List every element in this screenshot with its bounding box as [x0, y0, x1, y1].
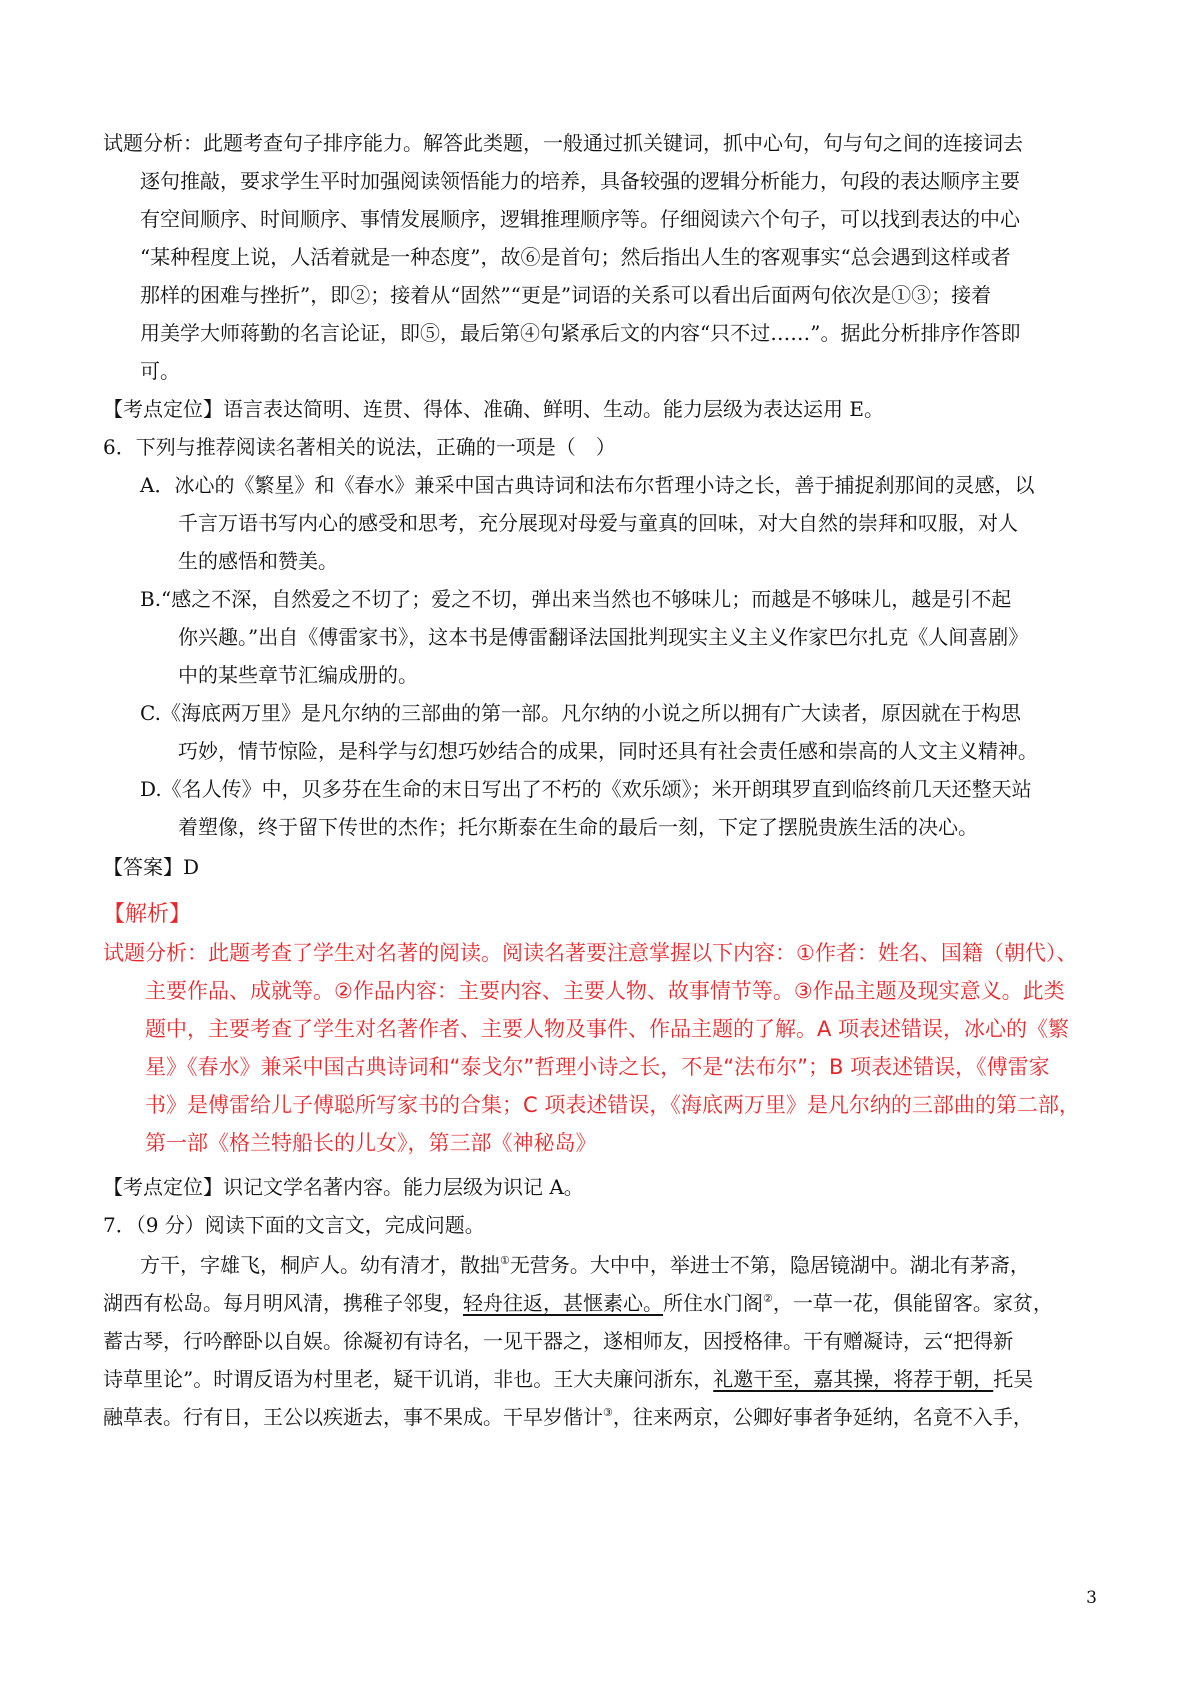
passage-text: ，往来两京，公卿好事者争延纳，名竟不入手， [612, 1405, 1033, 1429]
passage-line: 蓄古琴，行吟醉卧以自娱。徐凝初有诗名，一见干器之，遂相师友，因授格律。干有赠凝诗，云“把得新 [103, 1329, 1014, 1353]
kaodian-line: 【考点定位】识记文学名著内容。能力层级为识记 A。 [103, 1175, 584, 1199]
option-d-line: 着塑像，终于留下传世的杰作；托尔斯泰在生命的最后一刻，下定了摆脱贵族生活的决心。 [178, 815, 978, 839]
analysis-line: 试题分析：此题考查句子排序能力。解答此类题，一般通过抓关键词，抓中心句，句与句之间的连接词去 [103, 131, 1023, 155]
option-b-line: B.“感之不深，自然爱之不切了；爱之不切，弹出来当然也不够味儿；而越是不够味儿，越是引不起 [140, 587, 1012, 611]
passage-text: 方干，字雄飞，桐庐人。幼有清才，散拙 [140, 1253, 500, 1277]
jiexi-line: 书》是傅雷给儿子傅聪所写家书的合集；C 项表述错误，《海底两万里》是凡尔纳的三部曲的第二部， [145, 1093, 1080, 1117]
question-7-stem: 7．（9 分）阅读下面的文言文，完成问题。 [103, 1213, 485, 1237]
option-d-line: D.《名人传》中，贝多芬在生命的末日写出了不朽的《欢乐颂》；米开朗琪罗直到临终前几天还整天站 [140, 777, 1032, 801]
analysis-line: 用美学大师蒋勤的名言论证，即⑤，最后第④句紧承后文的内容“只不过……”。据此分析排序作答即 [140, 321, 1021, 345]
option-a-line: A．冰心的《繁星》和《春水》兼采中国古典诗词和法布尔哲理小诗之长，善于捕捉刹那间的灵感，以 [140, 473, 1035, 497]
passage-text: ，一草一花，俱能留客。家贫， [772, 1291, 1053, 1315]
footnote-marker: ② [763, 1292, 773, 1305]
passage-text: 诗草里论”。时谓反语为村里老，疑干讥诮，非也。王大夫廉问浙东， [103, 1367, 714, 1391]
analysis-line: 有空间顺序、时间顺序、事情发展顺序，逻辑推理顺序等。仔细阅读六个句子，可以找到表达的中心 [140, 207, 1020, 231]
jiexi-title: 【解析】 [103, 902, 192, 927]
option-a-line: 千言万语书写内心的感受和思考，充分展现对母爱与童真的回味，对大自然的崇拜和叹服，对人 [178, 511, 1018, 535]
passage-line [103, 1402, 1033, 1432]
option-b-line: 你兴趣。”出自《傅雷家书》，这本书是傅雷翻译法国批判现实主义主义作家巴尔扎克《人间喜剧》 [178, 625, 1029, 649]
jiexi-line: 第一部《格兰特船长的儿女》，第三部《神秘岛》 [145, 1131, 597, 1155]
option-c-line: C.《海底两万里》是凡尔纳的三部曲的第一部。凡尔纳的小说之所以拥有广大读者，原因就在于构思 [140, 701, 1021, 725]
jiexi-line: 星》《春水》兼采中国古典诗词和“泰戈尔”哲理小诗之长，不是“法布尔”；B 项表述错误，《傅雷家 [145, 1055, 1050, 1079]
underlined-sentence: 礼邀干至，嘉其操，将荐于朝， [713, 1367, 994, 1391]
passage-line [103, 1288, 1053, 1318]
analysis-line: 逐句推敲，要求学生平时加强阅读领悟能力的培养，具备较强的逻辑分析能力，句段的表达顺序主要 [140, 169, 1020, 193]
footnote-marker: ③ [603, 1406, 613, 1419]
option-a-line: 生的感悟和赞美。 [178, 549, 338, 573]
question-6-stem: 6．下列与推荐阅读名著相关的说法，正确的一项是（ ） [103, 435, 616, 459]
jiexi-line: 主要作品、成就等。②作品内容：主要内容、主要人物、故事情节等。③作品主题及现实意义。此类 [145, 979, 1065, 1003]
analysis-line: 那样的困难与挫折”，即②；接着从“固然”“更是”词语的关系可以看出后面两句依次是①③；接着 [140, 283, 992, 307]
underlined-sentence: 轻舟往返，甚惬素心。 [463, 1291, 663, 1315]
passage-text: 融草表。行有日，王公以疾逝去，事不果成。干早岁偕计 [103, 1405, 603, 1429]
passage-line [140, 1250, 1030, 1280]
passage-line [103, 1364, 1033, 1394]
passage-text: 无营务。大中中，举进士不第，隐居镜湖中。湖北有茅斋， [509, 1253, 1030, 1277]
analysis-line: “某种程度上说，人活着就是一种态度”，故⑥是首句；然后指出人生的客观事实“总会遇到这样或者 [140, 245, 1011, 269]
page-number: 3 [1086, 1588, 1097, 1608]
jiexi-line: 试题分析：此题考查了学生对名著的阅读。阅读名著要注意掌握以下内容：①作者：姓名、国籍（朝代）、 [103, 941, 1078, 965]
answer-line: 【答案】D [103, 855, 200, 879]
footnote-marker: ① [500, 1254, 510, 1267]
passage-text: 托吴 [993, 1367, 1034, 1391]
jiexi-line: 题中，主要考查了学生对名著作者、主要人物及事件、作品主题的了解。A 项表述错误，冰心的《繁 [145, 1017, 1070, 1041]
passage-text: 湖西有松岛。每月明风清，携稚子邻叟， [103, 1291, 463, 1315]
analysis-line: 可。 [140, 359, 180, 383]
passage-text: 所住水门阁 [663, 1291, 763, 1315]
option-b-line: 中的某些章节汇编成册的。 [178, 663, 418, 687]
kaodian-line: 【考点定位】语言表达简明、连贯、得体、准确、鲜明、生动。能力层级为表达运用 E。 [103, 397, 884, 421]
option-c-line: 巧妙，情节惊险，是科学与幻想巧妙结合的成果，同时还具有社会责任感和崇高的人文主义精神。 [178, 739, 1038, 763]
